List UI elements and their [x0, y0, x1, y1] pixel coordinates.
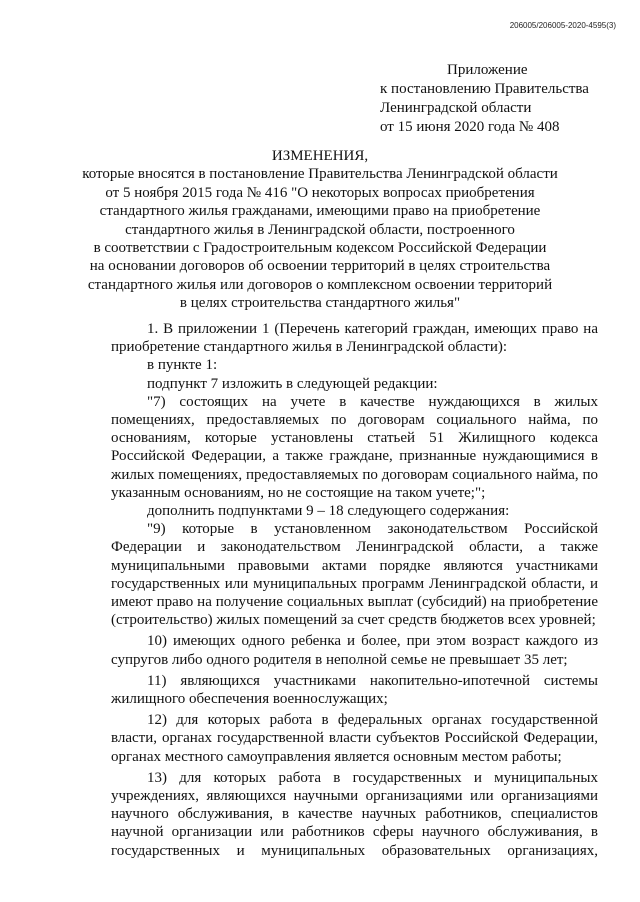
- paragraph: 1. В приложении 1 (Перечень категорий граждан, имеющих право на приобретение стандартного жилья в Ленинградской области):: [111, 321, 598, 356]
- document-id: 206005/206005-2020-4595(3): [509, 21, 616, 30]
- title-line: на основании договоров об освоении территорий в целях строительства: [89, 258, 551, 275]
- paragraph: "9) которые в установленном законодательством Российской Федерации и законодательством Ленинградской области, а также муниципальными правовыми актами порядке являются участниками государственных или муниципальных программ Ленинградской области, и имеют право на получение социальных выплат (субсидий) на приобретение (строительство) жилых помещений за счет средств бюджетов всех уровней;: [111, 521, 598, 629]
- document-title: [0, 147, 640, 313]
- title-heading: ИЗМЕНЕНИЯ,: [271, 148, 369, 164]
- document-body: [111, 320, 598, 860]
- paragraph: в пункте 1:: [147, 357, 218, 374]
- appendix-resolution: к постановлению Правительства: [380, 81, 589, 97]
- paragraph: 11) являющихся участниками накопительно-ипотечной системы жилищного обеспечения военнослужащих;: [111, 672, 598, 708]
- paragraph: "7) состоящих на учете в качестве нуждающихся в жилых помещениях, предоставляемых по договорам социального найма, по основаниям, которые установлены статьей 51 Жилищного кодекса Российской Федерации, а также граждане, признанные нуждающимися в жилых помещениях, предоставляемых по договорам социального найма, по указанным основаниям, но не состоящие на таком учете;";: [111, 393, 598, 501]
- paragraph: подпункт 7 изложить в следующей редакции:: [147, 375, 438, 392]
- title-line: стандартного жилья гражданами, имеющими право на приобретение: [99, 203, 541, 220]
- appendix-region: Ленинградской области: [380, 100, 532, 116]
- title-line: в целях строительства стандартного жилья": [179, 295, 461, 312]
- appendix-date: от 15 июня 2020 года № 408: [380, 119, 560, 135]
- paragraph: 13) для которых работа в государственных и муниципальных учреждениях, являющихся научными организациями или организациями научного обслуживания, в качестве научных работников, специалистов научной организации или работников сферы научного обслуживания, в государственных и муниципальных образовательных организациях,: [111, 769, 598, 859]
- appendix-label: Приложение: [447, 62, 528, 78]
- paragraph: дополнить подпунктами 9 – 18 следующего содержания:: [147, 503, 510, 520]
- title-line: от 5 ноября 2015 года № 416 "О некоторых вопросах приобретения: [105, 184, 535, 201]
- title-line: которые вносятся в постановление Правительства Ленинградской области: [82, 166, 558, 183]
- title-line: стандартного жилья или договоров о комплексном освоении территорий: [87, 276, 553, 293]
- title-line: в соответствии с Градостроительным кодексом Российской Федерации: [93, 240, 547, 257]
- paragraph: 12) для которых работа в федеральных органах государственной власти, органах государственной власти субъектов Российской Федерации, органах местного самоуправления является основным местом работы;: [111, 712, 598, 765]
- title-line: стандартного жилья в Ленинградской области, построенного: [125, 221, 515, 238]
- paragraph: 10) имеющих одного ребенка и более, при этом возраст каждого из супругов либо одного родителя в неполной семье не превышает 35 лет;: [111, 633, 598, 668]
